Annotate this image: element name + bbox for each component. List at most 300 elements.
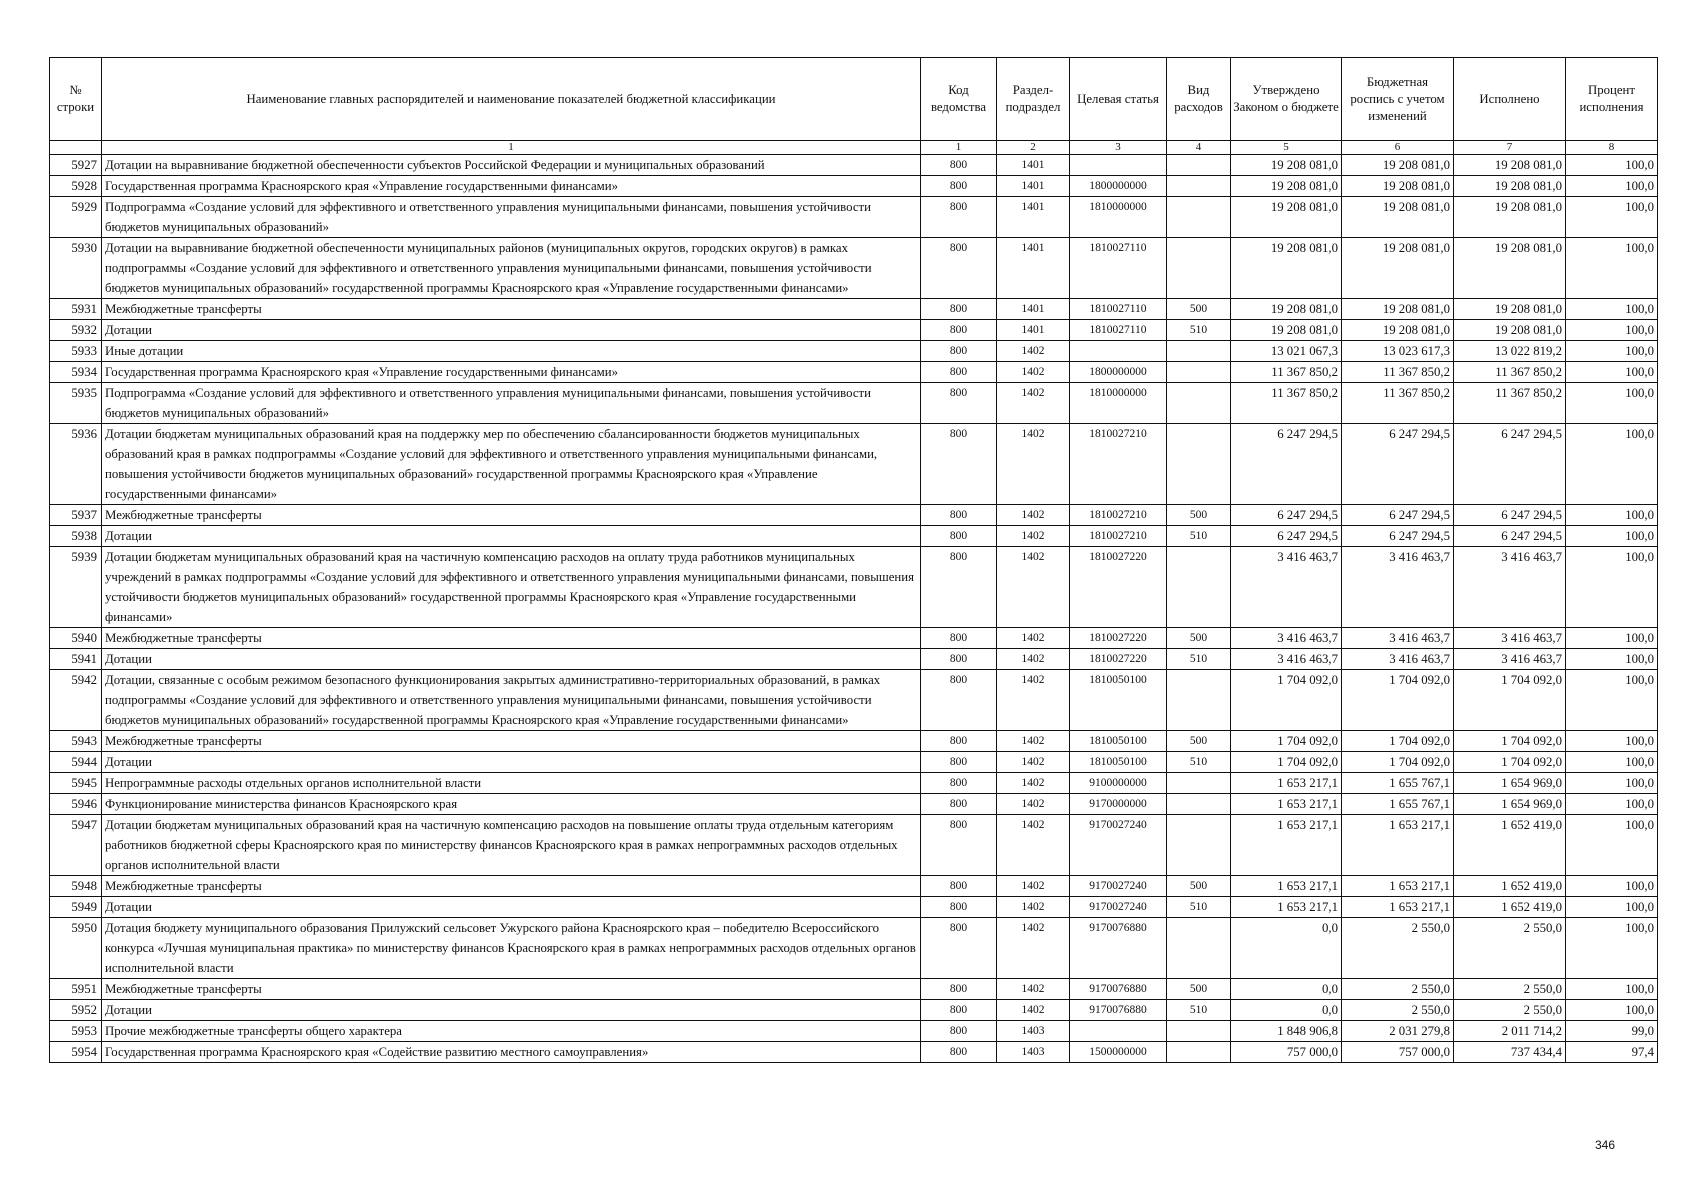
- row-executed: 19 208 081,0: [1454, 299, 1566, 320]
- row-approved: 1 653 217,1: [1231, 794, 1342, 815]
- row-dept-code: 800: [921, 526, 997, 547]
- row-roster: 6 247 294,5: [1342, 424, 1454, 505]
- row-target-code: 9170027240: [1070, 897, 1167, 918]
- row-dept-code: 800: [921, 876, 997, 897]
- row-section-code: 1402: [997, 979, 1070, 1000]
- row-number: 5935: [50, 383, 102, 424]
- row-executed: 1 704 092,0: [1454, 752, 1566, 773]
- row-target-code: 1810050100: [1070, 670, 1167, 731]
- row-dept-code: 800: [921, 320, 997, 341]
- row-percent: 100,0: [1566, 341, 1658, 362]
- row-kind-code: [1167, 362, 1231, 383]
- row-kind-code: 510: [1167, 649, 1231, 670]
- row-roster: 1 704 092,0: [1342, 752, 1454, 773]
- row-dept-code: 800: [921, 155, 997, 176]
- column-number: 8: [1566, 141, 1658, 155]
- row-name: Функционирование министерства финансов Красноярского края: [102, 794, 921, 815]
- row-percent: 100,0: [1566, 155, 1658, 176]
- row-approved: 11 367 850,2: [1231, 362, 1342, 383]
- table-row: [50, 1042, 1658, 1063]
- row-target-code: 1810050100: [1070, 731, 1167, 752]
- row-name: Подпрограмма «Создание условий для эффективного и ответственного управления муниципальными финансами, повышения устойчивости бюджетов муниципальных образований»: [102, 383, 921, 424]
- header-executed: Исполнено: [1454, 58, 1566, 141]
- row-target-code: 9100000000: [1070, 773, 1167, 794]
- row-number: 5942: [50, 670, 102, 731]
- row-target-code: 9170076880: [1070, 979, 1167, 1000]
- row-section-code: 1402: [997, 918, 1070, 979]
- row-section-code: 1401: [997, 299, 1070, 320]
- row-percent: 100,0: [1566, 897, 1658, 918]
- row-target-code: [1070, 341, 1167, 362]
- row-executed: 1 652 419,0: [1454, 897, 1566, 918]
- row-section-code: 1402: [997, 424, 1070, 505]
- row-target-code: 1810027220: [1070, 628, 1167, 649]
- table-row: [50, 1021, 1658, 1042]
- row-roster: 6 247 294,5: [1342, 526, 1454, 547]
- row-target-code: 9170000000: [1070, 794, 1167, 815]
- row-kind-code: 510: [1167, 320, 1231, 341]
- row-executed: 19 208 081,0: [1454, 197, 1566, 238]
- row-kind-code: 510: [1167, 752, 1231, 773]
- row-target-code: 1800000000: [1070, 362, 1167, 383]
- row-target-code: 1810000000: [1070, 383, 1167, 424]
- row-section-code: 1402: [997, 526, 1070, 547]
- row-executed: 2 011 714,2: [1454, 1021, 1566, 1042]
- row-percent: 100,0: [1566, 197, 1658, 238]
- row-number: 5931: [50, 299, 102, 320]
- row-name: Дотации на выравнивание бюджетной обеспеченности муниципальных районов (муниципальных округов, городских округов) в рамках подпрограммы «Создание условий для эффективного и ответственного управления муниципальными финансами, повышения устойчивости бюджетов муниципальных образований» государственной программы Красноярского края «Управление государственными финансами»: [102, 238, 921, 299]
- row-kind-code: [1167, 155, 1231, 176]
- row-kind-code: [1167, 197, 1231, 238]
- row-executed: 6 247 294,5: [1454, 505, 1566, 526]
- row-approved: 19 208 081,0: [1231, 197, 1342, 238]
- row-number: 5944: [50, 752, 102, 773]
- page-number: 346: [1595, 1138, 1616, 1152]
- row-executed: 3 416 463,7: [1454, 628, 1566, 649]
- row-executed: 19 208 081,0: [1454, 176, 1566, 197]
- row-percent: 100,0: [1566, 794, 1658, 815]
- row-section-code: 1401: [997, 176, 1070, 197]
- row-target-code: 1800000000: [1070, 176, 1167, 197]
- row-number: 5929: [50, 197, 102, 238]
- row-number: 5951: [50, 979, 102, 1000]
- row-roster: 6 247 294,5: [1342, 505, 1454, 526]
- row-roster: 19 208 081,0: [1342, 155, 1454, 176]
- row-percent: 100,0: [1566, 424, 1658, 505]
- row-section-code: 1402: [997, 1000, 1070, 1021]
- column-number-row: [50, 141, 1658, 155]
- table-row: [50, 547, 1658, 628]
- row-executed: 1 652 419,0: [1454, 876, 1566, 897]
- row-section-code: 1401: [997, 320, 1070, 341]
- row-section-code: 1403: [997, 1021, 1070, 1042]
- table-row: [50, 731, 1658, 752]
- row-roster: 1 704 092,0: [1342, 670, 1454, 731]
- row-number: 5948: [50, 876, 102, 897]
- row-dept-code: 800: [921, 979, 997, 1000]
- row-roster: 3 416 463,7: [1342, 547, 1454, 628]
- row-name: Дотации: [102, 1000, 921, 1021]
- row-approved: 1 704 092,0: [1231, 731, 1342, 752]
- row-dept-code: 800: [921, 505, 997, 526]
- row-kind-code: 500: [1167, 628, 1231, 649]
- row-percent: 99,0: [1566, 1021, 1658, 1042]
- row-target-code: 9170027240: [1070, 876, 1167, 897]
- row-number: 5934: [50, 362, 102, 383]
- row-executed: 1 704 092,0: [1454, 670, 1566, 731]
- row-executed: 3 416 463,7: [1454, 649, 1566, 670]
- row-name: Межбюджетные трансферты: [102, 628, 921, 649]
- row-name: Подпрограмма «Создание условий для эффективного и ответственного управления муниципальными финансами, повышения устойчивости бюджетов муниципальных образований»: [102, 197, 921, 238]
- row-target-code: 9170027240: [1070, 815, 1167, 876]
- table-row: [50, 341, 1658, 362]
- row-name: Дотации бюджетам муниципальных образований края на поддержку мер по обеспечению сбалансированности бюджетов муниципальных образований края в рамках подпрограммы «Создание условий для эффективного и ответственного управления муниципальными финансами, повышения устойчивости бюджетов муниципальных образований» государственной программы Красноярского края «Управление государственными финансами»: [102, 424, 921, 505]
- row-approved: 3 416 463,7: [1231, 547, 1342, 628]
- table-row: [50, 505, 1658, 526]
- row-percent: 100,0: [1566, 238, 1658, 299]
- row-number: 5930: [50, 238, 102, 299]
- row-approved: 1 653 217,1: [1231, 773, 1342, 794]
- row-section-code: 1402: [997, 773, 1070, 794]
- row-executed: 11 367 850,2: [1454, 362, 1566, 383]
- row-executed: 1 654 969,0: [1454, 794, 1566, 815]
- column-number-no: [50, 141, 102, 155]
- row-percent: 100,0: [1566, 362, 1658, 383]
- table-row: [50, 752, 1658, 773]
- row-number: 5932: [50, 320, 102, 341]
- table-row: [50, 979, 1658, 1000]
- row-target-code: 1810027110: [1070, 238, 1167, 299]
- row-kind-code: 500: [1167, 731, 1231, 752]
- row-executed: 2 550,0: [1454, 1000, 1566, 1021]
- row-roster: 1 655 767,1: [1342, 773, 1454, 794]
- table-row: [50, 155, 1658, 176]
- row-roster: 757 000,0: [1342, 1042, 1454, 1063]
- row-kind-code: [1167, 238, 1231, 299]
- row-section-code: 1402: [997, 505, 1070, 526]
- row-approved: 1 653 217,1: [1231, 815, 1342, 876]
- row-roster: 2 550,0: [1342, 1000, 1454, 1021]
- row-target-code: 1810027210: [1070, 505, 1167, 526]
- row-section-code: 1402: [997, 876, 1070, 897]
- row-number: 5928: [50, 176, 102, 197]
- row-kind-code: 500: [1167, 979, 1231, 1000]
- table-row: [50, 670, 1658, 731]
- table-row: [50, 299, 1658, 320]
- row-executed: 3 416 463,7: [1454, 547, 1566, 628]
- row-roster: 3 416 463,7: [1342, 649, 1454, 670]
- row-executed: 19 208 081,0: [1454, 155, 1566, 176]
- row-name: Дотации: [102, 320, 921, 341]
- row-roster: 13 023 617,3: [1342, 341, 1454, 362]
- row-name: Прочие межбюджетные трансферты общего характера: [102, 1021, 921, 1042]
- row-number: 5941: [50, 649, 102, 670]
- row-dept-code: 800: [921, 1042, 997, 1063]
- row-name: Межбюджетные трансферты: [102, 731, 921, 752]
- row-percent: 100,0: [1566, 670, 1658, 731]
- row-approved: 11 367 850,2: [1231, 383, 1342, 424]
- row-target-code: [1070, 1021, 1167, 1042]
- row-name: Дотации бюджетам муниципальных образований края на частичную компенсацию расходов на повышение оплаты труда отдельным категориям работников бюджетной сферы Красноярского края по министерству финансов Красноярского края в рамках непрограммных расходов отдельных органов исполнительной власти: [102, 815, 921, 876]
- row-kind-code: 500: [1167, 505, 1231, 526]
- column-number: 4: [1167, 141, 1231, 155]
- row-number: 5946: [50, 794, 102, 815]
- row-percent: 100,0: [1566, 505, 1658, 526]
- row-roster: 1 655 767,1: [1342, 794, 1454, 815]
- row-number: 5938: [50, 526, 102, 547]
- row-percent: 100,0: [1566, 876, 1658, 897]
- row-approved: 1 653 217,1: [1231, 897, 1342, 918]
- row-target-code: 9170076880: [1070, 918, 1167, 979]
- row-approved: 6 247 294,5: [1231, 424, 1342, 505]
- row-percent: 100,0: [1566, 649, 1658, 670]
- row-dept-code: 800: [921, 383, 997, 424]
- row-executed: 11 367 850,2: [1454, 383, 1566, 424]
- row-dept-code: 800: [921, 176, 997, 197]
- row-kind-code: [1167, 1042, 1231, 1063]
- table-row: [50, 197, 1658, 238]
- row-kind-code: [1167, 918, 1231, 979]
- row-kind-code: [1167, 670, 1231, 731]
- row-kind-code: 510: [1167, 526, 1231, 547]
- row-number: 5945: [50, 773, 102, 794]
- row-percent: 100,0: [1566, 752, 1658, 773]
- row-kind-code: [1167, 815, 1231, 876]
- row-number: 5937: [50, 505, 102, 526]
- row-percent: 100,0: [1566, 1000, 1658, 1021]
- row-roster: 19 208 081,0: [1342, 197, 1454, 238]
- row-approved: 19 208 081,0: [1231, 320, 1342, 341]
- row-approved: 19 208 081,0: [1231, 176, 1342, 197]
- row-target-code: 1810027210: [1070, 424, 1167, 505]
- row-kind-code: 510: [1167, 1000, 1231, 1021]
- row-kind-code: [1167, 176, 1231, 197]
- row-executed: 2 550,0: [1454, 918, 1566, 979]
- row-kind-code: [1167, 547, 1231, 628]
- row-percent: 100,0: [1566, 979, 1658, 1000]
- column-number: 1: [921, 141, 997, 155]
- row-dept-code: 800: [921, 547, 997, 628]
- header-percent: Процент исполнения: [1566, 58, 1658, 141]
- row-target-code: 1810027110: [1070, 320, 1167, 341]
- row-approved: 0,0: [1231, 918, 1342, 979]
- row-target-code: 1810027220: [1070, 649, 1167, 670]
- row-executed: 19 208 081,0: [1454, 320, 1566, 341]
- row-percent: 100,0: [1566, 299, 1658, 320]
- row-roster: 11 367 850,2: [1342, 383, 1454, 424]
- row-section-code: 1402: [997, 670, 1070, 731]
- row-roster: 19 208 081,0: [1342, 299, 1454, 320]
- table-row: [50, 628, 1658, 649]
- row-number: 5950: [50, 918, 102, 979]
- row-percent: 100,0: [1566, 773, 1658, 794]
- table-row: [50, 815, 1658, 876]
- column-number: 7: [1454, 141, 1566, 155]
- row-dept-code: 800: [921, 752, 997, 773]
- row-executed: 1 652 419,0: [1454, 815, 1566, 876]
- row-approved: 757 000,0: [1231, 1042, 1342, 1063]
- row-target-code: 1810027210: [1070, 526, 1167, 547]
- row-roster: 1 653 217,1: [1342, 897, 1454, 918]
- budget-table-sheet: [49, 57, 1657, 1063]
- row-name: Иные дотации: [102, 341, 921, 362]
- row-roster: 19 208 081,0: [1342, 176, 1454, 197]
- row-kind-code: [1167, 773, 1231, 794]
- table-row: [50, 918, 1658, 979]
- column-number: 5: [1231, 141, 1342, 155]
- row-section-code: 1402: [997, 794, 1070, 815]
- row-dept-code: 800: [921, 424, 997, 505]
- row-name: Межбюджетные трансферты: [102, 979, 921, 1000]
- budget-table: [49, 57, 1658, 1063]
- row-section-code: 1402: [997, 341, 1070, 362]
- table-row: [50, 794, 1658, 815]
- row-executed: 6 247 294,5: [1454, 424, 1566, 505]
- row-name: Межбюджетные трансферты: [102, 505, 921, 526]
- header-row: [50, 58, 1658, 141]
- table-row: [50, 176, 1658, 197]
- row-roster: 1 653 217,1: [1342, 815, 1454, 876]
- row-target-code: 9170076880: [1070, 1000, 1167, 1021]
- row-dept-code: 800: [921, 815, 997, 876]
- column-number: 6: [1342, 141, 1454, 155]
- table-row: [50, 876, 1658, 897]
- row-number: 5953: [50, 1021, 102, 1042]
- row-name: Дотация бюджету муниципального образования Прилужский сельсовет Ужурского района Красноярского края – победителю Всероссийского конкурса «Лучшая муниципальная практика» по министерству финансов Красноярского края в рамках непрограммных расходов отдельных органов исполнительной власти: [102, 918, 921, 979]
- row-dept-code: 800: [921, 773, 997, 794]
- row-name: Государственная программа Красноярского края «Содействие развитию местного самоуправления»: [102, 1042, 921, 1063]
- row-dept-code: 800: [921, 1000, 997, 1021]
- row-number: 5949: [50, 897, 102, 918]
- row-section-code: 1402: [997, 649, 1070, 670]
- row-executed: 2 550,0: [1454, 979, 1566, 1000]
- row-number: 5947: [50, 815, 102, 876]
- row-percent: 100,0: [1566, 815, 1658, 876]
- row-percent: 100,0: [1566, 526, 1658, 547]
- row-approved: 19 208 081,0: [1231, 299, 1342, 320]
- row-executed: 6 247 294,5: [1454, 526, 1566, 547]
- row-name: Государственная программа Красноярского края «Управление государственными финансами»: [102, 362, 921, 383]
- row-section-code: 1402: [997, 547, 1070, 628]
- row-target-code: 1810027110: [1070, 299, 1167, 320]
- row-approved: 19 208 081,0: [1231, 238, 1342, 299]
- row-target-code: 1810027220: [1070, 547, 1167, 628]
- row-target-code: [1070, 155, 1167, 176]
- row-dept-code: 800: [921, 649, 997, 670]
- row-dept-code: 800: [921, 299, 997, 320]
- row-approved: 3 416 463,7: [1231, 649, 1342, 670]
- row-dept-code: 800: [921, 197, 997, 238]
- header-roster: Бюджетная роспись с учетом изменений: [1342, 58, 1454, 141]
- row-section-code: 1402: [997, 383, 1070, 424]
- row-section-code: 1401: [997, 155, 1070, 176]
- row-dept-code: 800: [921, 794, 997, 815]
- row-name: Дотации бюджетам муниципальных образований края на частичную компенсацию расходов на оплату труда работников муниципальных учреждений в рамках подпрограммы «Создание условий для эффективного и ответственного управления муниципальными финансами, повышения устойчивости бюджетов муниципальных образований» государственной программы Красноярского края «Управление государственными финансами»: [102, 547, 921, 628]
- row-section-code: 1402: [997, 897, 1070, 918]
- column-number: 1: [102, 141, 921, 155]
- row-executed: 737 434,4: [1454, 1042, 1566, 1063]
- row-dept-code: 800: [921, 731, 997, 752]
- row-number: 5952: [50, 1000, 102, 1021]
- row-dept-code: 800: [921, 918, 997, 979]
- row-kind-code: [1167, 1021, 1231, 1042]
- header-section: Раздел-подраздел: [997, 58, 1070, 141]
- row-percent: 100,0: [1566, 383, 1658, 424]
- row-percent: 100,0: [1566, 628, 1658, 649]
- row-kind-code: [1167, 424, 1231, 505]
- row-roster: 19 208 081,0: [1342, 238, 1454, 299]
- table-row: [50, 362, 1658, 383]
- row-name: Дотации: [102, 526, 921, 547]
- row-dept-code: 800: [921, 628, 997, 649]
- row-approved: 0,0: [1231, 979, 1342, 1000]
- table-row: [50, 424, 1658, 505]
- row-name: Дотации: [102, 649, 921, 670]
- column-number: 3: [1070, 141, 1167, 155]
- row-approved: 3 416 463,7: [1231, 628, 1342, 649]
- table-row: [50, 526, 1658, 547]
- row-kind-code: [1167, 341, 1231, 362]
- row-section-code: 1402: [997, 815, 1070, 876]
- row-approved: 1 704 092,0: [1231, 670, 1342, 731]
- row-number: 5936: [50, 424, 102, 505]
- row-percent: 100,0: [1566, 176, 1658, 197]
- row-name: Межбюджетные трансферты: [102, 876, 921, 897]
- row-number: 5933: [50, 341, 102, 362]
- row-name: Дотации: [102, 752, 921, 773]
- row-section-code: 1403: [997, 1042, 1070, 1063]
- row-percent: 100,0: [1566, 918, 1658, 979]
- row-dept-code: 800: [921, 362, 997, 383]
- row-executed: 13 022 819,2: [1454, 341, 1566, 362]
- row-dept-code: 800: [921, 341, 997, 362]
- row-roster: 1 653 217,1: [1342, 876, 1454, 897]
- row-section-code: 1402: [997, 752, 1070, 773]
- row-name: Дотации на выравнивание бюджетной обеспеченности субъектов Российской Федерации и муниципальных образований: [102, 155, 921, 176]
- row-approved: 0,0: [1231, 1000, 1342, 1021]
- row-number: 5939: [50, 547, 102, 628]
- header-target: Целевая статья: [1070, 58, 1167, 141]
- row-percent: 100,0: [1566, 547, 1658, 628]
- row-kind-code: 500: [1167, 876, 1231, 897]
- row-approved: 13 021 067,3: [1231, 341, 1342, 362]
- row-approved: 1 848 906,8: [1231, 1021, 1342, 1042]
- row-roster: 1 704 092,0: [1342, 731, 1454, 752]
- row-section-code: 1401: [997, 197, 1070, 238]
- row-number: 5943: [50, 731, 102, 752]
- column-number: 2: [997, 141, 1070, 155]
- row-name: Дотации: [102, 897, 921, 918]
- table-row: [50, 320, 1658, 341]
- row-roster: 2 550,0: [1342, 918, 1454, 979]
- row-number: 5927: [50, 155, 102, 176]
- row-dept-code: 800: [921, 238, 997, 299]
- row-dept-code: 800: [921, 670, 997, 731]
- header-kind: Вид расходов: [1167, 58, 1231, 141]
- row-kind-code: [1167, 383, 1231, 424]
- row-dept-code: 800: [921, 897, 997, 918]
- row-name: Государственная программа Красноярского края «Управление государственными финансами»: [102, 176, 921, 197]
- row-section-code: 1402: [997, 731, 1070, 752]
- table-body: [50, 155, 1658, 1063]
- row-approved: 19 208 081,0: [1231, 155, 1342, 176]
- table-row: [50, 1000, 1658, 1021]
- table-row: [50, 649, 1658, 670]
- row-roster: 2 031 279,8: [1342, 1021, 1454, 1042]
- row-kind-code: [1167, 794, 1231, 815]
- row-approved: 6 247 294,5: [1231, 526, 1342, 547]
- row-approved: 1 653 217,1: [1231, 876, 1342, 897]
